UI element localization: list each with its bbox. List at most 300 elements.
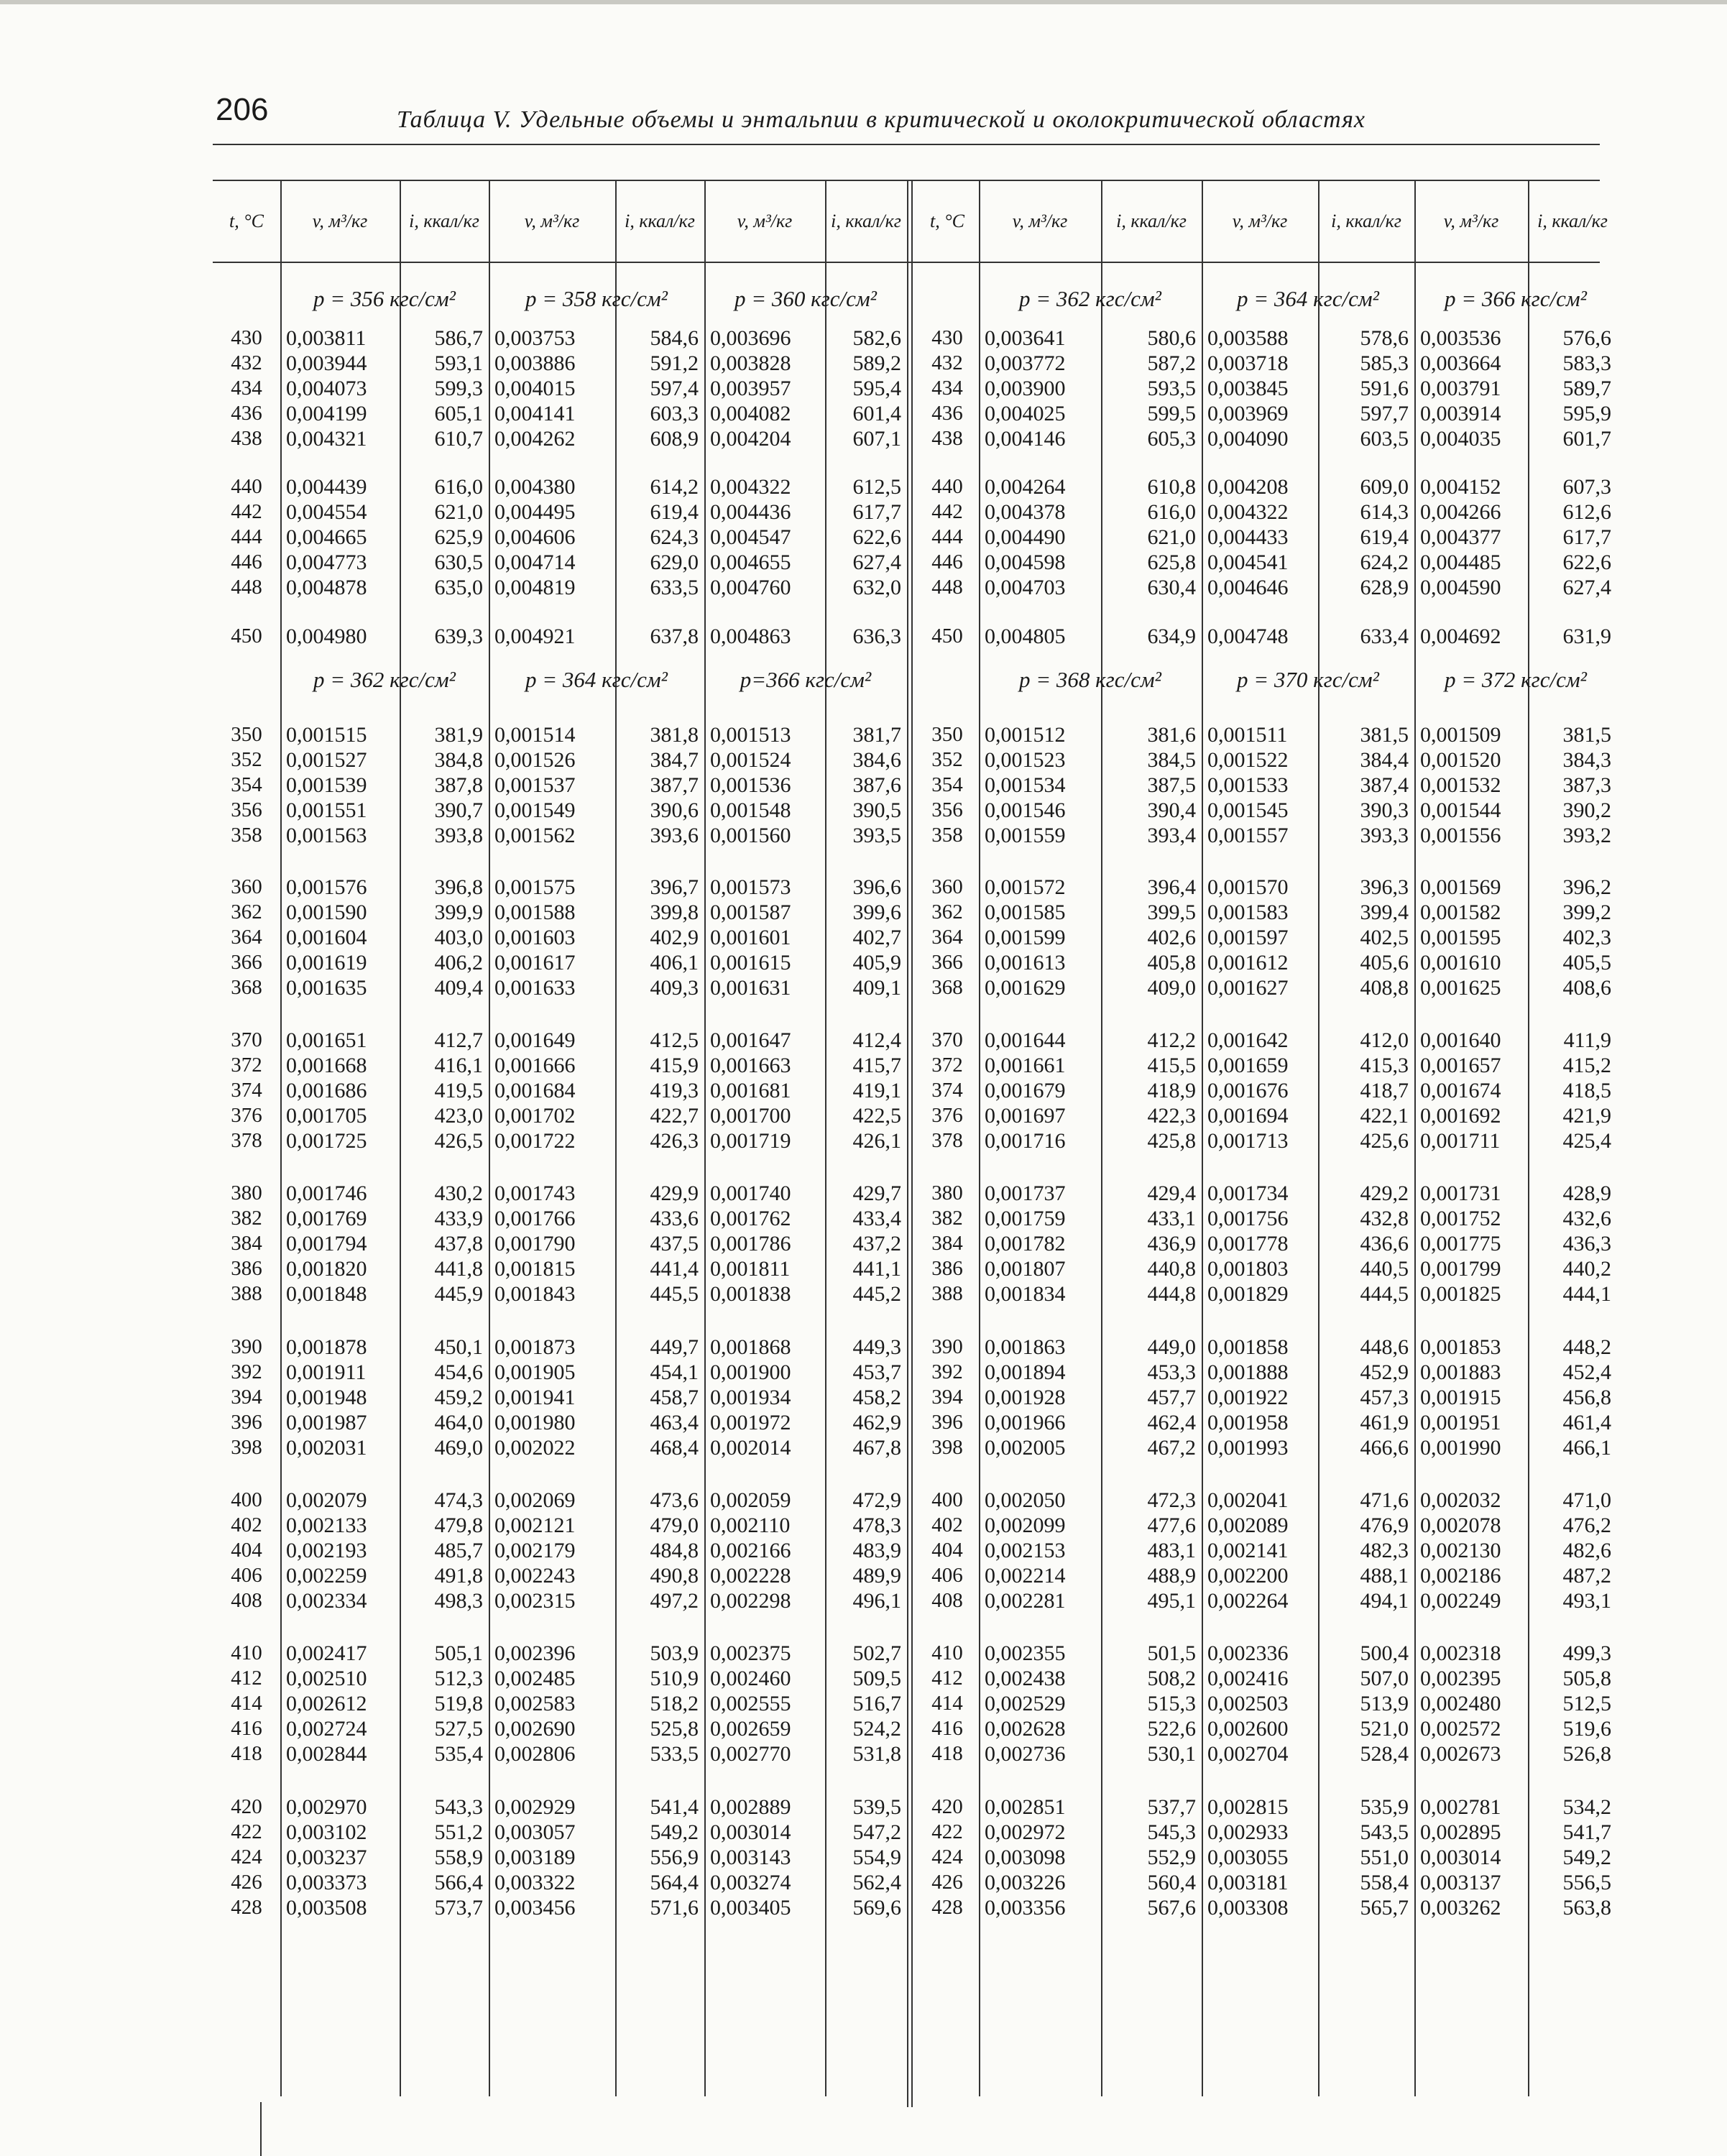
volume-cell: 0,003588	[1207, 326, 1289, 350]
column-rule	[907, 181, 908, 2107]
volume-cell: 0,003664	[1420, 351, 1501, 375]
enthalpy-cell: 453,3	[1147, 1360, 1196, 1384]
volume-cell: 0,001617	[494, 951, 576, 975]
enthalpy-cell: 633,4	[1360, 625, 1409, 648]
volume-cell: 0,001527	[286, 748, 367, 772]
enthalpy-cell: 477,6	[1147, 1514, 1196, 1537]
volume-cell: 0,001551	[286, 798, 367, 822]
volume-cell: 0,001613	[985, 951, 1066, 975]
enthalpy-cell: 607,1	[852, 427, 901, 451]
volume-cell: 0,001790	[494, 1232, 576, 1256]
volume-cell: 0,001539	[286, 773, 367, 797]
enthalpy-cell: 399,8	[650, 900, 699, 924]
enthalpy-cell: 415,5	[1147, 1054, 1196, 1077]
enthalpy-cell: 567,6	[1147, 1896, 1196, 1920]
temperature-cell: 446	[231, 550, 262, 573]
volume-cell: 0,002334	[286, 1589, 367, 1613]
header-v-8: v, м³/кг	[1012, 211, 1068, 231]
temperature-cell: 368	[231, 976, 262, 999]
enthalpy-cell: 549,2	[650, 1820, 699, 1844]
enthalpy-cell: 402,5	[1360, 926, 1409, 949]
volume-cell: 0,004015	[494, 377, 576, 400]
volume-cell: 0,003828	[710, 351, 791, 375]
enthalpy-cell: 448,2	[1562, 1335, 1611, 1359]
temperature-cell: 430	[931, 326, 963, 349]
enthalpy-cell: 384,5	[1147, 748, 1196, 772]
enthalpy-cell: 622,6	[852, 525, 901, 549]
volume-cell: 0,001649	[494, 1028, 576, 1052]
volume-cell: 0,003226	[985, 1871, 1066, 1894]
volume-cell: 0,001762	[710, 1207, 791, 1230]
temperature-cell: 436	[931, 402, 963, 425]
enthalpy-cell: 429,7	[852, 1181, 901, 1205]
volume-cell: 0,001625	[1420, 976, 1501, 1000]
volume-cell: 0,002770	[710, 1742, 791, 1766]
temperature-cell: 428	[931, 1896, 963, 1919]
volume-cell: 0,001514	[494, 723, 576, 747]
header-i-6: i, ккал/кг	[831, 211, 901, 231]
enthalpy-cell: 576,6	[1562, 326, 1611, 350]
enthalpy-cell: 488,1	[1360, 1564, 1409, 1588]
temperature-cell: 398	[931, 1436, 963, 1459]
enthalpy-cell: 458,2	[852, 1386, 901, 1409]
enthalpy-cell: 495,1	[1147, 1589, 1196, 1613]
volume-cell: 0,003405	[710, 1896, 791, 1920]
temperature-cell: 376	[231, 1104, 262, 1127]
volume-cell: 0,001597	[1207, 926, 1289, 949]
enthalpy-cell: 396,4	[1147, 875, 1196, 899]
enthalpy-cell: 433,4	[852, 1207, 901, 1230]
volume-cell: 0,002243	[494, 1564, 576, 1588]
enthalpy-cell: 384,8	[434, 748, 483, 772]
temperature-cell: 370	[231, 1028, 262, 1051]
volume-cell: 0,003308	[1207, 1896, 1289, 1920]
temperature-cell: 362	[231, 900, 262, 923]
enthalpy-cell: 384,3	[1562, 748, 1611, 772]
temperature-cell: 432	[231, 351, 262, 374]
volume-cell: 0,004606	[494, 525, 576, 549]
volume-cell: 0,004377	[1420, 525, 1501, 549]
volume-cell: 0,001834	[985, 1282, 1066, 1306]
enthalpy-cell: 412,7	[434, 1028, 483, 1052]
enthalpy-cell: 433,1	[1147, 1207, 1196, 1230]
volume-cell: 0,002555	[710, 1692, 791, 1715]
enthalpy-cell: 402,9	[650, 926, 699, 949]
enthalpy-cell: 518,2	[650, 1692, 699, 1715]
enthalpy-cell: 566,4	[434, 1871, 483, 1894]
enthalpy-cell: 639,3	[434, 625, 483, 648]
enthalpy-cell: 551,2	[434, 1820, 483, 1844]
volume-cell: 0,001811	[710, 1257, 791, 1281]
enthalpy-cell: 415,9	[650, 1054, 699, 1077]
temperature-cell: 396	[931, 1411, 963, 1434]
volume-cell: 0,002690	[494, 1717, 576, 1741]
volume-cell: 0,001987	[286, 1411, 367, 1434]
volume-cell: 0,001883	[1420, 1360, 1501, 1384]
pressure-label: p = 372 кгс/см²	[1445, 667, 1587, 692]
temperature-cell: 406	[931, 1564, 963, 1587]
temperature-cell: 412	[931, 1667, 963, 1690]
volume-cell: 0,004141	[494, 402, 576, 425]
enthalpy-cell: 450,1	[434, 1335, 483, 1359]
temperature-cell: 410	[231, 1641, 262, 1664]
volume-cell: 0,001782	[985, 1232, 1066, 1256]
volume-cell: 0,001815	[494, 1257, 576, 1281]
volume-cell: 0,004208	[1207, 475, 1289, 499]
page-title: Таблица V. Удельные объемы и энтальпии в критической и околокритической областях	[397, 106, 1366, 133]
pressure-label: p = 358 кгс/см²	[525, 286, 668, 311]
enthalpy-cell: 422,3	[1147, 1104, 1196, 1128]
volume-cell: 0,002153	[985, 1539, 1066, 1562]
enthalpy-cell: 519,6	[1562, 1717, 1611, 1741]
volume-cell: 0,001911	[286, 1360, 367, 1384]
temperature-cell: 380	[231, 1181, 262, 1204]
column-rule	[911, 181, 913, 2107]
temperature-cell: 428	[231, 1896, 262, 1919]
enthalpy-cell: 628,9	[1360, 576, 1409, 599]
temperature-cell: 356	[931, 798, 963, 821]
enthalpy-cell: 601,7	[1562, 427, 1611, 451]
temperature-cell: 408	[231, 1589, 262, 1612]
volume-cell: 0,001900	[710, 1360, 791, 1384]
enthalpy-cell: 603,3	[650, 402, 699, 425]
temperature-cell: 424	[231, 1846, 262, 1869]
volume-cell: 0,001537	[494, 773, 576, 797]
volume-cell: 0,001587	[710, 900, 791, 924]
enthalpy-cell: 627,4	[1562, 576, 1611, 599]
enthalpy-cell: 597,7	[1360, 402, 1409, 425]
volume-cell: 0,002895	[1420, 1820, 1501, 1844]
enthalpy-cell: 418,5	[1562, 1079, 1611, 1102]
enthalpy-cell: 502,7	[852, 1641, 901, 1665]
enthalpy-cell: 599,5	[1147, 402, 1196, 425]
enthalpy-cell: 589,2	[852, 351, 901, 375]
enthalpy-cell: 478,3	[852, 1514, 901, 1537]
volume-cell: 0,001668	[286, 1054, 367, 1077]
volume-cell: 0,004025	[985, 402, 1066, 425]
enthalpy-cell: 609,0	[1360, 475, 1409, 499]
volume-cell: 0,001651	[286, 1028, 367, 1052]
volume-cell: 0,004436	[710, 500, 791, 524]
enthalpy-cell: 505,8	[1562, 1667, 1611, 1690]
volume-cell: 0,002089	[1207, 1514, 1289, 1537]
volume-cell: 0,003969	[1207, 402, 1289, 425]
enthalpy-cell: 425,8	[1147, 1129, 1196, 1153]
enthalpy-cell: 399,9	[434, 900, 483, 924]
enthalpy-cell: 461,9	[1360, 1411, 1409, 1434]
volume-cell: 0,001928	[985, 1386, 1066, 1409]
volume-cell: 0,001769	[286, 1207, 367, 1230]
volume-cell: 0,001548	[710, 798, 791, 822]
volume-cell: 0,004819	[494, 576, 576, 599]
enthalpy-cell: 445,5	[650, 1282, 699, 1306]
enthalpy-cell: 571,6	[650, 1896, 699, 1920]
volume-cell: 0,001522	[1207, 748, 1289, 772]
volume-cell: 0,001746	[286, 1181, 367, 1205]
enthalpy-cell: 535,9	[1360, 1795, 1409, 1819]
volume-cell: 0,001544	[1420, 798, 1501, 822]
enthalpy-cell: 605,1	[434, 402, 483, 425]
temperature-cell: 440	[231, 475, 262, 498]
volume-cell: 0,003237	[286, 1846, 367, 1869]
enthalpy-cell: 390,5	[852, 798, 901, 822]
enthalpy-cell: 393,4	[1147, 824, 1196, 847]
header-v-3: v, м³/кг	[524, 211, 580, 231]
volume-cell: 0,002259	[286, 1564, 367, 1588]
column-rule	[1202, 181, 1203, 2096]
volume-cell: 0,002460	[710, 1667, 791, 1690]
volume-cell: 0,002972	[985, 1820, 1066, 1844]
enthalpy-cell: 533,5	[650, 1742, 699, 1766]
enthalpy-cell: 503,9	[650, 1641, 699, 1665]
enthalpy-cell: 625,9	[434, 525, 483, 549]
enthalpy-cell: 556,5	[1562, 1871, 1611, 1894]
volume-cell: 0,001679	[985, 1079, 1066, 1102]
enthalpy-cell: 437,2	[852, 1232, 901, 1256]
enthalpy-cell: 617,7	[852, 500, 901, 524]
enthalpy-cell: 462,9	[852, 1411, 901, 1434]
volume-cell: 0,002724	[286, 1717, 367, 1741]
temperature-cell: 426	[931, 1871, 963, 1894]
enthalpy-cell: 430,2	[434, 1181, 483, 1205]
volume-cell: 0,001663	[710, 1054, 791, 1077]
enthalpy-cell: 416,1	[434, 1054, 483, 1077]
volume-cell: 0,001642	[1207, 1028, 1289, 1052]
volume-cell: 0,004146	[985, 427, 1066, 451]
enthalpy-cell: 409,3	[650, 976, 699, 1000]
enthalpy-cell: 381,9	[434, 723, 483, 747]
enthalpy-cell: 393,8	[434, 824, 483, 847]
enthalpy-cell: 545,3	[1147, 1820, 1196, 1844]
enthalpy-cell: 534,2	[1562, 1795, 1611, 1819]
enthalpy-cell: 471,0	[1562, 1488, 1611, 1512]
volume-cell: 0,002612	[286, 1692, 367, 1715]
enthalpy-cell: 457,3	[1360, 1386, 1409, 1409]
volume-cell: 0,003772	[985, 351, 1066, 375]
volume-cell: 0,001725	[286, 1129, 367, 1153]
enthalpy-cell: 433,9	[434, 1207, 483, 1230]
enthalpy-cell: 491,8	[434, 1564, 483, 1588]
enthalpy-cell: 412,4	[852, 1028, 901, 1052]
volume-cell: 0,004703	[985, 576, 1066, 599]
enthalpy-cell: 541,7	[1562, 1820, 1611, 1844]
enthalpy-cell: 500,4	[1360, 1641, 1409, 1665]
enthalpy-cell: 402,3	[1562, 926, 1611, 949]
volume-cell: 0,002673	[1420, 1742, 1501, 1766]
enthalpy-cell: 530,1	[1147, 1742, 1196, 1766]
enthalpy-cell: 436,3	[1562, 1232, 1611, 1256]
enthalpy-cell: 512,3	[434, 1667, 483, 1690]
volume-cell: 0,001934	[710, 1386, 791, 1409]
pressure-label: p = 366 кгс/см²	[1445, 286, 1587, 311]
enthalpy-cell: 617,7	[1562, 525, 1611, 549]
temperature-cell: 376	[931, 1104, 963, 1127]
volume-cell: 0,001588	[494, 900, 576, 924]
volume-cell: 0,001583	[1207, 900, 1289, 924]
header-v-1: v, м³/кг	[312, 211, 368, 231]
volume-cell: 0,001766	[494, 1207, 576, 1230]
volume-cell: 0,002032	[1420, 1488, 1501, 1512]
temperature-cell: 416	[231, 1717, 262, 1740]
enthalpy-cell: 482,3	[1360, 1539, 1409, 1562]
enthalpy-cell: 608,9	[650, 427, 699, 451]
temperature-cell: 386	[231, 1257, 262, 1280]
volume-cell: 0,004266	[1420, 500, 1501, 524]
volume-cell: 0,004199	[286, 402, 367, 425]
temperature-cell: 426	[231, 1871, 262, 1894]
volume-cell: 0,001868	[710, 1335, 791, 1359]
volume-cell: 0,001610	[1420, 951, 1501, 975]
enthalpy-cell: 412,5	[650, 1028, 699, 1052]
volume-cell: 0,004490	[985, 525, 1066, 549]
volume-cell: 0,001980	[494, 1411, 576, 1434]
temperature-cell: 386	[931, 1257, 963, 1280]
volume-cell: 0,003356	[985, 1896, 1066, 1920]
temperature-cell: 430	[231, 326, 262, 349]
temperature-cell: 358	[231, 824, 262, 847]
enthalpy-cell: 396,3	[1360, 875, 1409, 899]
volume-cell: 0,001692	[1420, 1104, 1501, 1128]
volume-cell: 0,001838	[710, 1282, 791, 1306]
enthalpy-cell: 537,7	[1147, 1795, 1196, 1819]
volume-cell: 0,002572	[1420, 1717, 1501, 1741]
column-rule	[704, 181, 706, 2096]
volume-cell: 0,001737	[985, 1181, 1066, 1205]
enthalpy-cell: 415,7	[852, 1054, 901, 1077]
volume-cell: 0,004541	[1207, 550, 1289, 574]
volume-cell: 0,001559	[985, 824, 1066, 847]
enthalpy-cell: 599,3	[434, 377, 483, 400]
volume-cell: 0,001661	[985, 1054, 1066, 1077]
volume-cell: 0,001803	[1207, 1257, 1289, 1281]
temperature-cell: 434	[231, 377, 262, 400]
enthalpy-cell: 473,6	[650, 1488, 699, 1512]
enthalpy-cell: 441,4	[650, 1257, 699, 1281]
volume-cell: 0,001549	[494, 798, 576, 822]
enthalpy-cell: 466,1	[1562, 1436, 1611, 1460]
volume-cell: 0,001546	[985, 798, 1066, 822]
enthalpy-cell: 578,6	[1360, 326, 1409, 350]
enthalpy-cell: 425,6	[1360, 1129, 1409, 1153]
enthalpy-cell: 525,8	[650, 1717, 699, 1741]
volume-cell: 0,004321	[286, 427, 367, 451]
enthalpy-cell: 390,7	[434, 798, 483, 822]
volume-cell: 0,004264	[985, 475, 1066, 499]
enthalpy-cell: 408,6	[1562, 976, 1611, 1000]
enthalpy-cell: 440,2	[1562, 1257, 1611, 1281]
enthalpy-cell: 488,9	[1147, 1564, 1196, 1588]
enthalpy-cell: 526,8	[1562, 1742, 1611, 1766]
temperature-cell: 352	[931, 748, 963, 771]
temperature-cell: 354	[931, 773, 963, 796]
enthalpy-cell: 493,1	[1562, 1589, 1611, 1613]
enthalpy-cell: 449,7	[650, 1335, 699, 1359]
enthalpy-cell: 381,5	[1562, 723, 1611, 747]
volume-cell: 0,001722	[494, 1129, 576, 1153]
volume-cell: 0,003274	[710, 1871, 791, 1894]
enthalpy-cell: 381,7	[852, 723, 901, 747]
volume-cell: 0,004665	[286, 525, 367, 549]
enthalpy-cell: 423,0	[434, 1104, 483, 1128]
header-i-4: i, ккал/кг	[625, 211, 695, 231]
volume-cell: 0,002844	[286, 1742, 367, 1766]
volume-cell: 0,002079	[286, 1488, 367, 1512]
volume-cell: 0,004073	[286, 377, 367, 400]
enthalpy-cell: 580,6	[1147, 326, 1196, 350]
enthalpy-cell: 429,9	[650, 1181, 699, 1205]
column-rule	[1414, 181, 1416, 2096]
temperature-cell: 438	[931, 427, 963, 450]
enthalpy-cell: 445,2	[852, 1282, 901, 1306]
volume-cell: 0,002704	[1207, 1742, 1289, 1766]
enthalpy-cell: 444,5	[1360, 1282, 1409, 1306]
temperature-cell: 394	[931, 1386, 963, 1409]
enthalpy-cell: 569,6	[852, 1896, 901, 1920]
enthalpy-cell: 387,3	[1562, 773, 1611, 797]
temperature-cell: 400	[931, 1488, 963, 1511]
volume-cell: 0,001612	[1207, 951, 1289, 975]
volume-cell: 0,004646	[1207, 576, 1289, 599]
temperature-cell: 444	[231, 525, 262, 548]
temperature-cell: 390	[231, 1335, 262, 1358]
volume-cell: 0,003098	[985, 1846, 1066, 1869]
volume-cell: 0,001545	[1207, 798, 1289, 822]
enthalpy-cell: 444,8	[1147, 1282, 1196, 1306]
volume-cell: 0,001716	[985, 1129, 1066, 1153]
enthalpy-cell: 441,1	[852, 1257, 901, 1281]
volume-cell: 0,003696	[710, 326, 791, 350]
volume-cell: 0,002736	[985, 1742, 1066, 1766]
enthalpy-cell: 458,7	[650, 1386, 699, 1409]
enthalpy-cell: 543,3	[434, 1795, 483, 1819]
enthalpy-cell: 630,4	[1147, 576, 1196, 599]
volume-cell: 0,002264	[1207, 1589, 1289, 1613]
volume-cell: 0,002315	[494, 1589, 576, 1613]
volume-cell: 0,001572	[985, 875, 1066, 899]
pressure-label: p = 360 кгс/см²	[734, 286, 877, 311]
enthalpy-cell: 422,5	[852, 1104, 901, 1128]
header-i-11: i, ккал/кг	[1331, 211, 1401, 231]
volume-cell: 0,002005	[985, 1436, 1066, 1460]
volume-cell: 0,003057	[494, 1820, 576, 1844]
enthalpy-cell: 497,2	[650, 1589, 699, 1613]
enthalpy-cell: 390,6	[650, 798, 699, 822]
temperature-cell: 374	[931, 1079, 963, 1102]
enthalpy-cell: 528,4	[1360, 1742, 1409, 1766]
enthalpy-cell: 461,4	[1562, 1411, 1611, 1434]
enthalpy-cell: 387,5	[1147, 773, 1196, 797]
enthalpy-cell: 426,1	[852, 1129, 901, 1153]
temperature-cell: 440	[931, 475, 963, 498]
volume-cell: 0,002031	[286, 1436, 367, 1460]
temperature-cell: 418	[931, 1742, 963, 1765]
volume-cell: 0,001604	[286, 926, 367, 949]
enthalpy-cell: 637,8	[650, 625, 699, 648]
enthalpy-cell: 612,5	[852, 475, 901, 499]
volume-cell: 0,001756	[1207, 1207, 1289, 1230]
volume-cell: 0,001627	[1207, 976, 1289, 1000]
enthalpy-cell: 551,0	[1360, 1846, 1409, 1869]
enthalpy-cell: 399,4	[1360, 900, 1409, 924]
volume-cell: 0,002480	[1420, 1692, 1501, 1715]
volume-cell: 0,001829	[1207, 1282, 1289, 1306]
enthalpy-cell: 507,0	[1360, 1667, 1409, 1690]
enthalpy-cell: 393,6	[650, 824, 699, 847]
volume-cell: 0,003811	[286, 326, 367, 350]
volume-cell: 0,001740	[710, 1181, 791, 1205]
enthalpy-cell: 399,2	[1562, 900, 1611, 924]
enthalpy-cell: 452,4	[1562, 1360, 1611, 1384]
